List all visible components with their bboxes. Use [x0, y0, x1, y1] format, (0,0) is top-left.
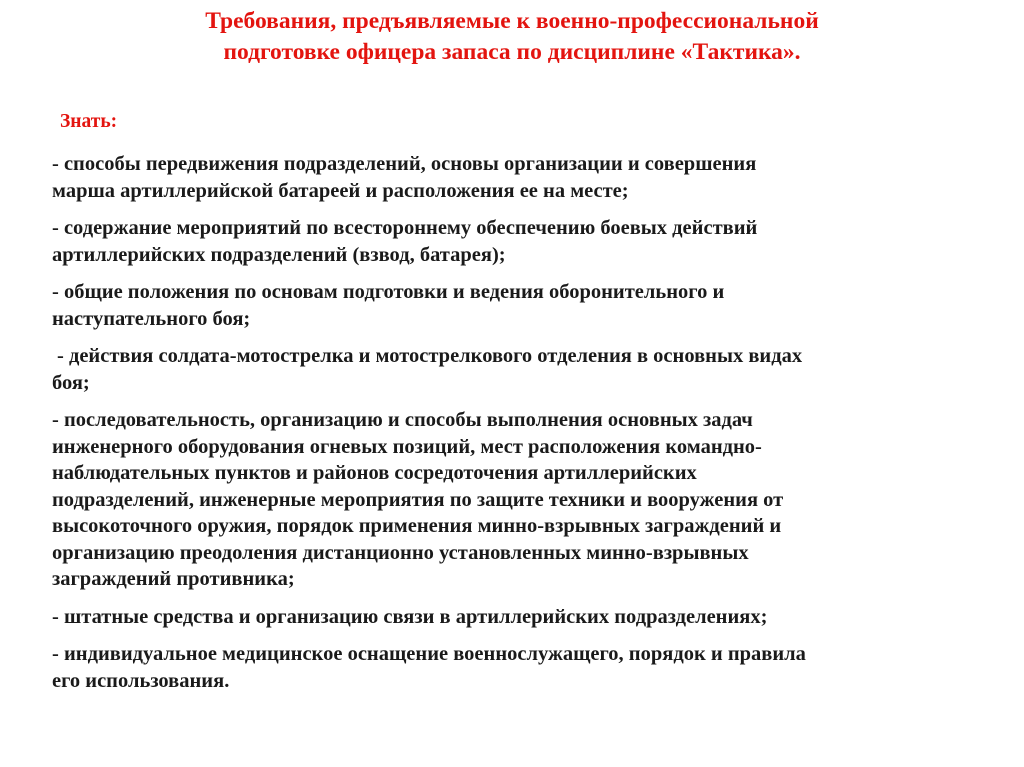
list-item-line: - штатные средства и организацию связи в артиллерийских подразделениях; [52, 605, 768, 628]
list-item [52, 215, 1012, 268]
list-item [52, 279, 1012, 332]
list-item-line: подразделений, инженерные мероприятия по защите техники и вооружения от [52, 488, 784, 511]
list-item [52, 343, 1012, 396]
list-item-line: марша артиллерийской батареей и расположения ее на месте; [52, 179, 629, 202]
list-item-line: - индивидуальное медицинское оснащение военнослужащего, порядок и правила [52, 643, 806, 665]
list-item-line: наблюдательных пунктов и районов сосредоточения артиллерийских [52, 462, 697, 484]
list-item-line: его использования. [52, 669, 230, 692]
list-item-line: высокоточного оружия, порядок применения минно-взрывных заграждений и [52, 515, 782, 537]
slide-title [80, 6, 944, 68]
requirements-list [52, 151, 1012, 705]
slide-title-line: Требования, предъявляемые к военно-профессиональной [205, 8, 819, 34]
list-item [52, 151, 1012, 204]
list-item-line: боя; [52, 371, 90, 394]
slide-title-line: подготовке офицера запаса по дисциплине «Тактика». [223, 39, 801, 65]
list-item [52, 641, 1012, 694]
list-item [52, 407, 1012, 593]
list-item-line: артиллерийских подразделений (взвод, батарея); [52, 243, 506, 266]
list-item-line: - общие положения по основам подготовки и ведения оборонительного и [52, 281, 725, 303]
list-item-line: организацию преодоления дистанционно установленных минно-взрывных [52, 541, 749, 564]
know-label: Знать: [60, 111, 118, 132]
list-item-line: - содержание мероприятий по всестороннему обеспечению боевых действий [52, 217, 758, 239]
list-item-line: заграждений противника; [52, 568, 295, 590]
list-item [52, 604, 1012, 631]
list-item-line: - действия солдата-мотострелка и мотострелкового отделения в основных видах [57, 345, 803, 367]
list-item-line: - последовательность, организацию и способы выполнения основных задач [52, 409, 753, 431]
list-item-line: инженерного оборудования огневых позиций, мест расположения командно- [52, 435, 762, 458]
list-item-line: - способы передвижения подразделений, основы организации и совершения [52, 153, 757, 175]
list-item-line: наступательного боя; [52, 307, 251, 330]
